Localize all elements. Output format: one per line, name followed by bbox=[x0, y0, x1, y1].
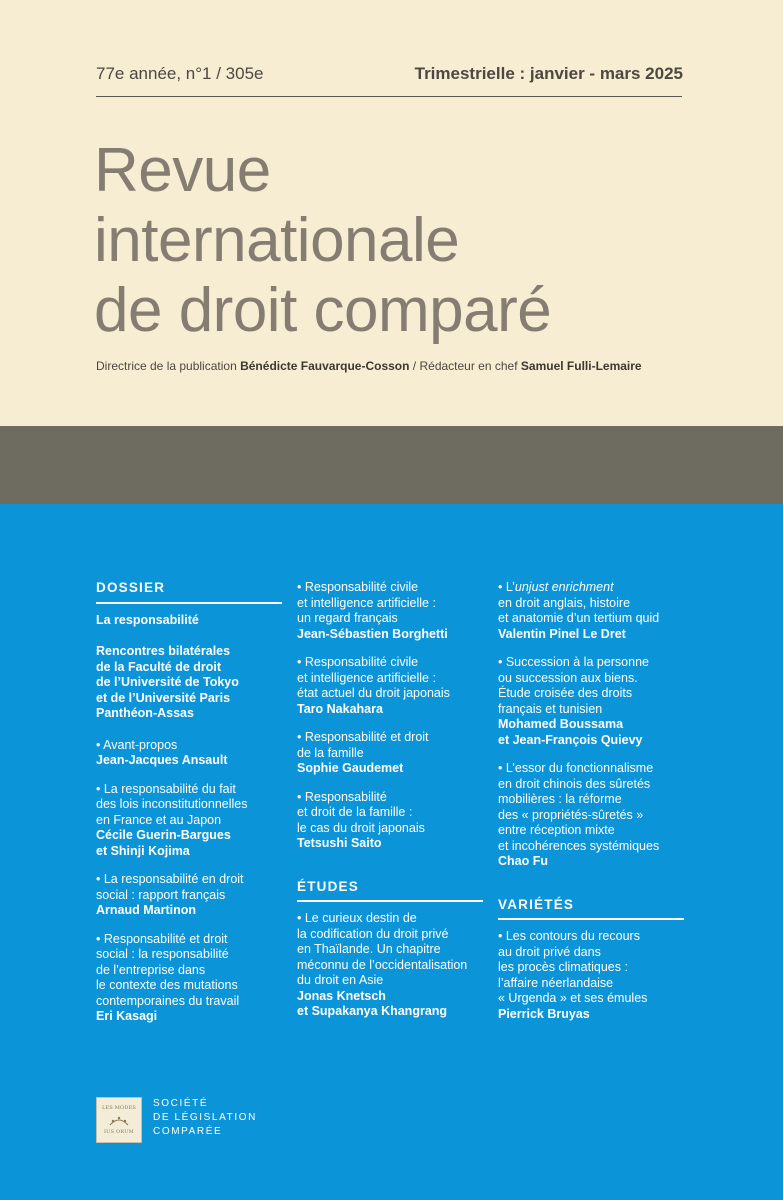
dossier-theme: La responsabilité bbox=[96, 612, 199, 627]
editor-name: Samuel Fulli-Lemaire bbox=[520, 359, 642, 373]
editor-label: Rédacteur en chef bbox=[419, 359, 518, 373]
contents-column-1 bbox=[96, 580, 286, 1038]
entry-author: Pierrick Bruyas bbox=[498, 1006, 590, 1021]
entry-title: • L’essor du fonctionnalisme en droit chinois des sûretés mobilières : la réforme des « propriétés-sûretés » entre réception mixte et incohérences systémiques bbox=[498, 761, 660, 853]
title-line-2: internationale bbox=[94, 206, 460, 275]
director-name: Bénédicte Fauvarque-Cosson bbox=[240, 359, 410, 373]
entry-author: Mohamed Boussama et Jean-François Quievy bbox=[498, 717, 643, 747]
section-spacer bbox=[297, 865, 487, 879]
title-line-3: de droit comparé bbox=[94, 276, 552, 345]
entry-author: Jonas Knetsch et Supakanya Khangrang bbox=[297, 988, 448, 1018]
cover-top-panel bbox=[0, 0, 783, 426]
publisher-name-line: COMPARÉE bbox=[153, 1126, 223, 1137]
publisher-name bbox=[153, 1097, 257, 1139]
cover-middle-band bbox=[0, 426, 783, 504]
entry-author: Valentin Pinel Le Dret bbox=[498, 626, 626, 641]
entry-author: Jean-Jacques Ansault bbox=[96, 753, 228, 767]
contents-entry bbox=[498, 580, 688, 642]
entry-title-italic: unjust enrichment bbox=[514, 580, 614, 594]
entry-author: Arnaud Martinon bbox=[96, 903, 196, 917]
contents-column-2 bbox=[297, 580, 487, 1033]
header-divider bbox=[96, 96, 682, 97]
publisher-name-line: DE LÉGISLATION bbox=[153, 1112, 257, 1123]
entry-title-prefix: • L’ bbox=[498, 580, 515, 594]
entry-author: Sophie Gaudemet bbox=[297, 761, 404, 775]
entry-title: • Responsabilité et droit de la famille : le cas du droit japonais bbox=[297, 789, 425, 835]
contents-entry bbox=[96, 738, 286, 769]
title-line-1: Revue bbox=[94, 136, 271, 205]
entry-title: • La responsabilité du fait des lois inconstitutionnelles en France et au Japon bbox=[96, 781, 248, 827]
direction-separator: / bbox=[409, 359, 420, 373]
entry-title: • Succession à la personne ou succession aux biens. Étude croisée des droits français et tunisien bbox=[498, 655, 649, 716]
issue-number: 77e année, n°1 / 305e bbox=[96, 64, 264, 83]
contents-entry bbox=[297, 580, 487, 642]
contents-column-3 bbox=[498, 580, 688, 1035]
entry-title: • Avant-propos bbox=[96, 737, 178, 752]
contents-entry bbox=[297, 730, 487, 777]
issue-frequency: Trimestrielle : janvier - mars 2025 bbox=[414, 64, 683, 83]
entry-author: Jean-Sébastien Borghetti bbox=[297, 626, 448, 641]
section-heading-dossier: DOSSIER bbox=[96, 580, 282, 604]
entry-author: Eri Kasagi bbox=[96, 1009, 158, 1023]
contents-entry bbox=[498, 655, 688, 748]
entry-title: • Responsabilité civile et intelligence artificielle : état actuel du droit japonais bbox=[297, 655, 450, 700]
section-heading-etudes: ÉTUDES bbox=[297, 879, 483, 903]
contents-entry bbox=[297, 655, 487, 717]
publisher-logo bbox=[96, 1097, 142, 1143]
contents-entry bbox=[96, 782, 286, 860]
logo-top-text: LES MODES bbox=[101, 1105, 137, 1111]
contents-entry bbox=[498, 761, 688, 870]
journal-title bbox=[94, 136, 551, 346]
entry-title: • La responsabilité en droit social : rapport français bbox=[96, 872, 244, 902]
entry-title: • Responsabilité et droit de la famille bbox=[297, 730, 429, 760]
entry-author: Chao Fu bbox=[498, 854, 548, 868]
entry-author: Taro Nakahara bbox=[297, 701, 383, 716]
entry-title: • Responsabilité civile et intelligence artificielle : un regard français bbox=[297, 580, 436, 625]
director-label: Directrice de la publication bbox=[96, 359, 237, 373]
entry-title: • Responsabilité et droit social : la responsabilité de l’entreprise dans le contexte des mutations contemporaines du travail bbox=[96, 931, 240, 1008]
contents-entry bbox=[297, 790, 487, 852]
entry-author: Cécile Guerin-Bargues et Shinji Kojima bbox=[96, 828, 231, 858]
logo-bottom-text: IUS ORUM bbox=[103, 1129, 134, 1135]
laurel-icon bbox=[107, 1113, 131, 1127]
dossier-subtitle: Rencontres bilatérales de la Faculté de droit de l’Université de Tokyo et de l’Université Paris Panthéon-Assas bbox=[96, 644, 239, 720]
entry-title: • Les contours du recours au droit privé dans les procès climatiques : l’affaire néerlandaise « Urgenda » et ses émules bbox=[498, 929, 648, 1005]
contents-entry bbox=[498, 929, 688, 1022]
section-heading-varietes: VARIÉTÉS bbox=[498, 897, 684, 921]
contents-entry bbox=[96, 872, 286, 919]
contents-entry bbox=[297, 911, 487, 1020]
section-spacer bbox=[498, 883, 688, 897]
entry-author: Tetsushi Saito bbox=[297, 836, 382, 850]
entry-title bbox=[498, 580, 688, 627]
publisher-name-line: SOCIÉTÉ bbox=[153, 1098, 209, 1109]
entry-title: • Le curieux destin de la codification du droit privé en Thaïlande. Un chapitre méconnu de l’occidentalisation du droit en Asie bbox=[297, 911, 468, 987]
entry-title-rest: en droit anglais, histoire et anatomie d’un tertium quid bbox=[498, 595, 660, 625]
editorial-direction bbox=[96, 359, 642, 373]
contents-entry bbox=[96, 932, 286, 1025]
